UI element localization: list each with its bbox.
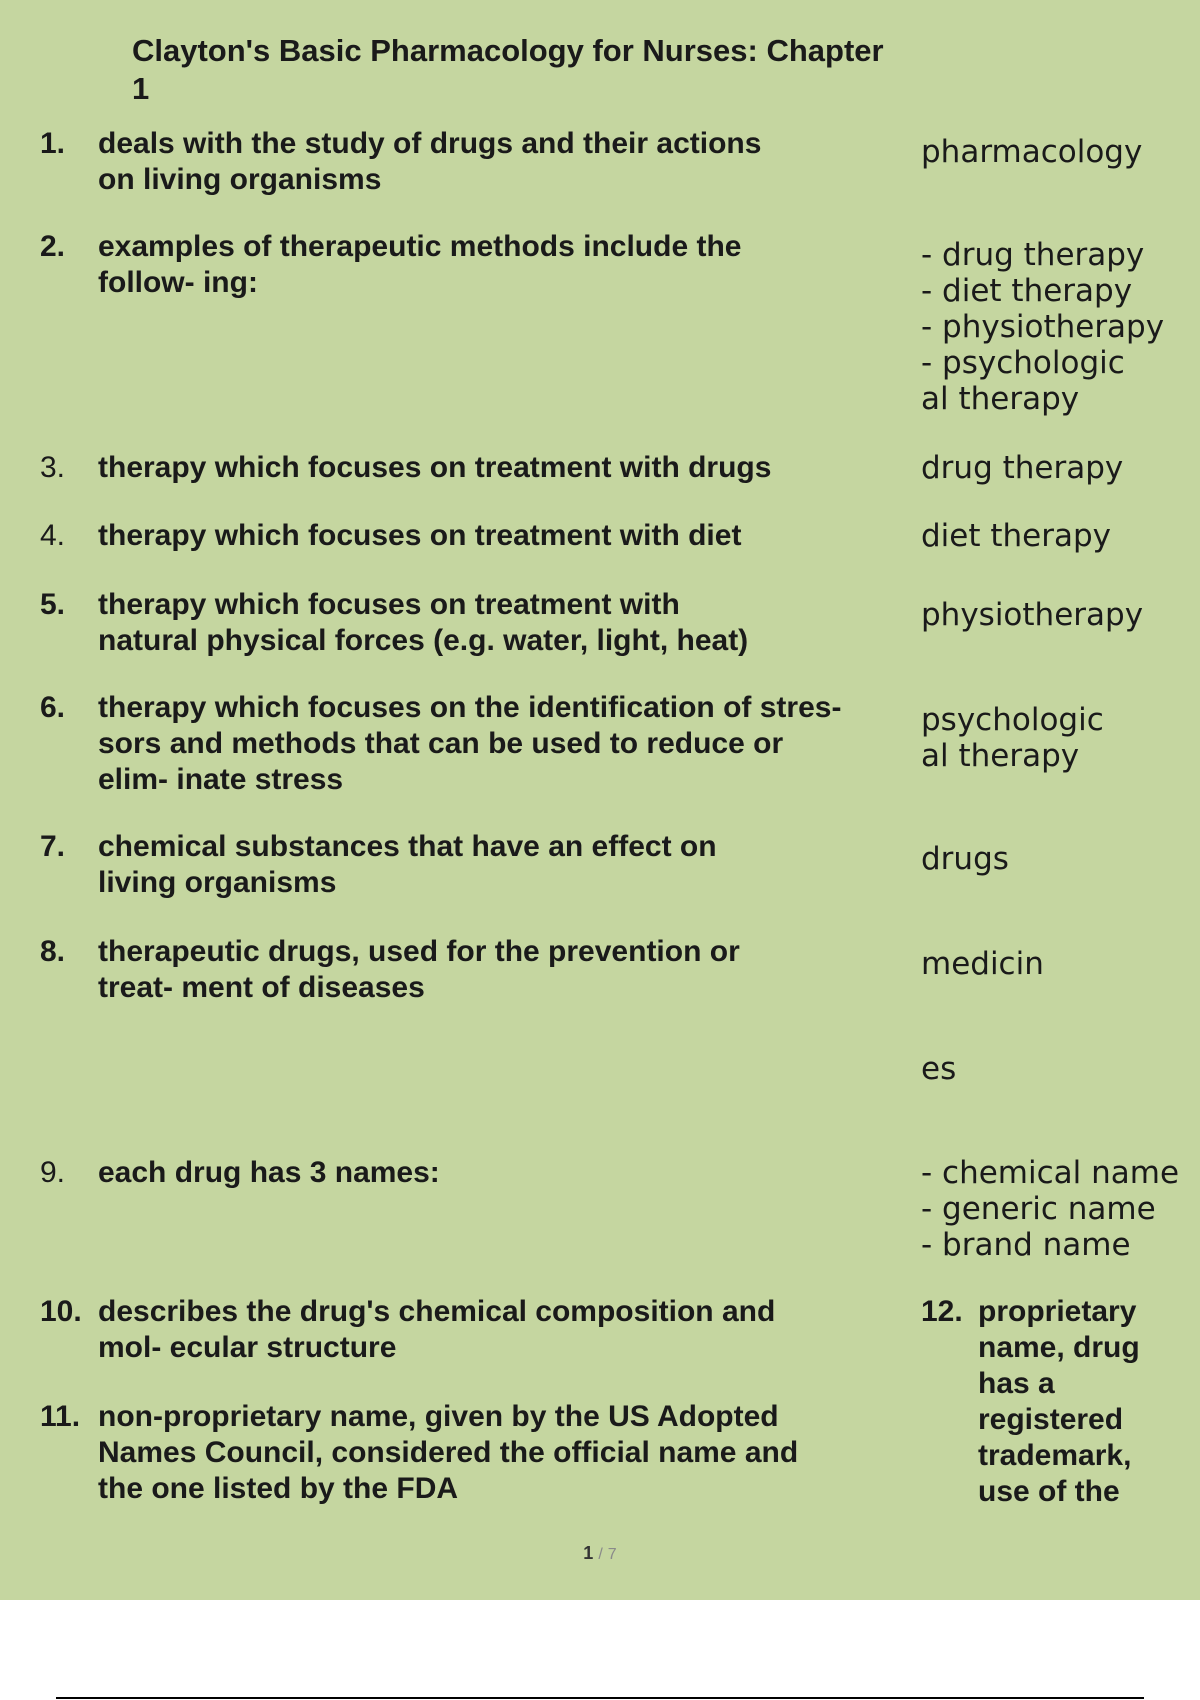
question-line: trademark, <box>978 1439 1132 1472</box>
answer-text <box>921 518 1191 554</box>
current-page: 1 <box>583 1543 594 1563</box>
page-divider <box>56 1697 1144 1699</box>
item-number: 2. <box>40 230 66 263</box>
question-text <box>98 1294 910 1366</box>
question-line: registered <box>978 1403 1124 1436</box>
question-text <box>98 1155 910 1191</box>
answer-line: - psychologic <box>921 345 1125 381</box>
item-number: 10. <box>40 1295 82 1328</box>
title-line: 1 <box>132 71 150 106</box>
answer-line: drugs <box>921 841 1009 877</box>
item-number: 7. <box>40 830 66 863</box>
question-line: on living organisms <box>98 163 382 196</box>
question-line: follow- ing: <box>98 266 258 299</box>
answer-line: - chemical name <box>921 1155 1180 1191</box>
question-line: therapy which focuses on treatment with diet <box>98 519 742 552</box>
answer-line: diet therapy <box>921 518 1112 554</box>
answer-line: al therapy <box>921 381 1080 417</box>
total-pages: 7 <box>607 1546 617 1563</box>
page-indicator <box>0 1543 1200 1564</box>
question-line: name, drug <box>978 1331 1140 1364</box>
question-line: deals with the study of drugs and their actions <box>98 127 762 160</box>
answer-line: es <box>921 1051 957 1087</box>
title-line: Clayton's Basic Pharmacology for Nurses: Chapter <box>132 33 884 68</box>
question-line: the one listed by the FDA <box>98 1472 459 1505</box>
item-number: 8. <box>40 935 66 968</box>
item-number: 1. <box>40 127 66 160</box>
question-text <box>98 587 910 659</box>
answer-text <box>921 597 1191 633</box>
question-line: natural physical forces (e.g. water, light, heat) <box>98 624 749 657</box>
question-text <box>98 829 910 901</box>
answer-text <box>921 450 1191 486</box>
question-line: examples of therapeutic methods include the <box>98 230 742 263</box>
answer-line: physiotherapy <box>921 597 1144 633</box>
question-line: each drug has 3 names: <box>98 1156 440 1189</box>
answer-line: - diet therapy <box>921 273 1133 309</box>
item-number: 9. <box>40 1156 66 1189</box>
item-number: 6. <box>40 691 66 724</box>
question-line: therapy which focuses on treatment with <box>98 588 680 621</box>
question-line: therapy which focuses on the identification of stres- <box>98 691 842 724</box>
question-line: has a <box>978 1367 1055 1400</box>
question-text <box>98 126 910 198</box>
answer-line: - brand name <box>921 1227 1131 1263</box>
question-text <box>98 518 910 554</box>
page-separator: / <box>598 1546 603 1563</box>
question-line: elim- inate stress <box>98 763 344 796</box>
answer-line: psychologic <box>921 702 1104 738</box>
answer-line: medicin <box>921 946 1044 982</box>
question-line: chemical substances that have an effect on <box>98 830 717 863</box>
question-text <box>98 934 910 1006</box>
answer-continuation <box>921 1051 1191 1087</box>
answer-line: al therapy <box>921 738 1080 774</box>
question-line: use of the <box>978 1475 1120 1508</box>
question-line: treat- ment of diseases <box>98 971 425 1004</box>
question-text <box>98 1399 910 1507</box>
question-line: mol- ecular structure <box>98 1331 397 1364</box>
question-line: therapeutic drugs, used for the prevention or <box>98 935 740 968</box>
answer-text <box>921 702 1191 774</box>
document-title <box>132 32 932 108</box>
question-text <box>978 1294 1193 1510</box>
answer-line: - physiotherapy <box>921 309 1165 345</box>
question-text <box>98 229 910 301</box>
question-text <box>98 690 910 798</box>
item-number: 5. <box>40 588 66 621</box>
item-number: 11. <box>40 1400 81 1433</box>
question-line: therapy which focuses on treatment with drugs <box>98 451 772 484</box>
answer-line: - drug therapy <box>921 237 1145 273</box>
question-line: non-proprietary name, given by the US Adopted <box>98 1400 779 1433</box>
answer-text <box>921 946 1191 982</box>
answer-text <box>921 237 1191 417</box>
question-line: Names Council, considered the official name and <box>98 1436 799 1469</box>
item-number: 12. <box>921 1295 963 1328</box>
answer-line: drug therapy <box>921 450 1124 486</box>
answer-line: pharmacology <box>921 134 1143 170</box>
item-number: 4. <box>40 519 66 552</box>
answer-text <box>921 841 1191 877</box>
question-line: living organisms <box>98 866 337 899</box>
question-text <box>98 450 910 486</box>
answer-text <box>921 1155 1191 1263</box>
answer-line: - generic name <box>921 1191 1156 1227</box>
question-line: sors and methods that can be used to reduce or <box>98 727 784 760</box>
answer-text <box>921 134 1191 170</box>
question-line: describes the drug's chemical composition and <box>98 1295 776 1328</box>
question-line: proprietary <box>978 1295 1137 1328</box>
item-number: 3. <box>40 451 66 484</box>
